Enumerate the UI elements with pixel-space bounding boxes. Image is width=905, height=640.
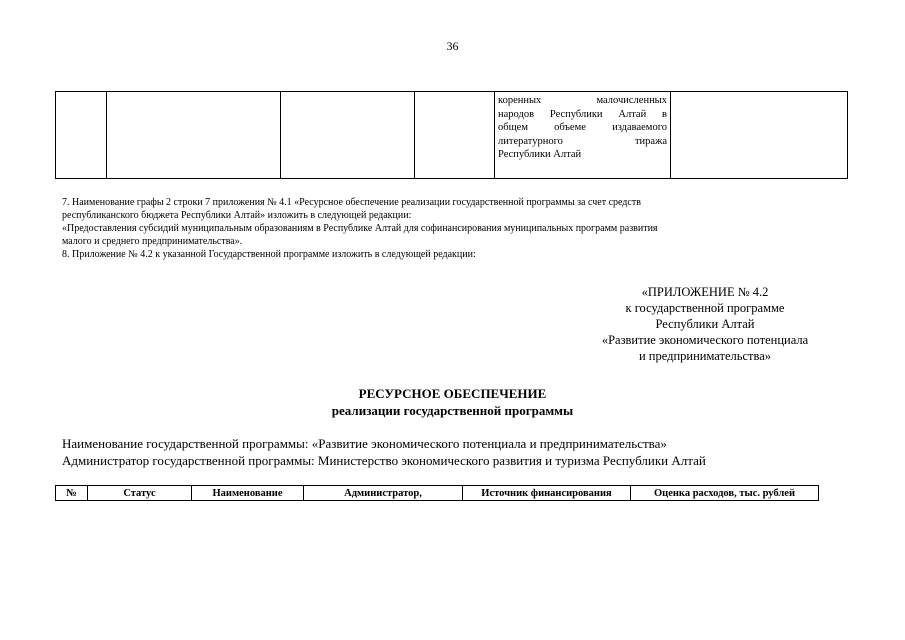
table-cell: [107, 92, 281, 179]
amendment-text: малого и среднего предпринимательства».: [62, 236, 243, 247]
description-line: коренных малочисленных: [498, 95, 667, 106]
table-cell: [281, 92, 415, 179]
description-line: литературного тиража: [498, 135, 667, 147]
description-line: Республики Алтай: [498, 149, 582, 160]
program-administrator: Администратор государственной программы: Министерство экономического развития и туризма Республики Алтай: [62, 452, 706, 468]
description-line: народов Республики Алтай в: [498, 108, 667, 120]
continued-table: [55, 91, 848, 179]
appendix-line: Республики Алтай: [655, 317, 755, 331]
appendix-title: «ПРИЛОЖЕНИЕ № 4.2: [641, 285, 769, 299]
amendment-text: республиканского бюджета Республики Алтай» изложить в следующей редакции:: [62, 210, 412, 221]
appendix-line: и предпринимательства»: [638, 349, 772, 363]
program-name: Наименование государственной программы: «Развитие экономического потенциала и предпринимательства»: [62, 436, 667, 451]
table-cell: [56, 92, 107, 179]
table-row: [56, 92, 848, 179]
document-title: [0, 385, 905, 419]
column-header-name: Наименование: [192, 486, 304, 501]
program-info: [62, 436, 862, 469]
resource-table: [55, 485, 819, 501]
amendment-text: 7. Наименование графы 2 строки 7 приложения № 4.1 «Ресурсное обеспечение реализации государственной программы за счет средств: [62, 197, 641, 208]
amendment-text: «Предоставления субсидий муниципальным образованиям в Республике Алтай для софинансирования муниципальных программ развития: [62, 223, 658, 234]
appendix-line: к государственной программе: [625, 301, 785, 315]
column-header-number: №: [56, 486, 88, 501]
table-cell: [415, 92, 495, 179]
column-header-cost-estimate: Оценка расходов, тыс. рублей: [631, 486, 819, 501]
table-header-row: [56, 486, 819, 501]
column-header-status: Статус: [88, 486, 192, 501]
subtitle-line: реализации государственной программы: [331, 403, 574, 418]
column-header-administrator: Администратор,: [304, 486, 463, 501]
indicator-description-cell: [495, 92, 671, 179]
table-cell: [671, 92, 848, 179]
column-header-funding-source: Источник финансирования: [463, 486, 631, 501]
appendix-line: «Развитие экономического потенциала: [601, 333, 809, 347]
amendment-item-8: 8. Приложение № 4.2 к указанной Государственной программе изложить в следующей редакции:: [62, 249, 476, 260]
appendix-header: [555, 284, 855, 364]
title-line: РЕСУРСНОЕ ОБЕСПЕЧЕНИЕ: [358, 386, 547, 401]
amendment-item-7: [62, 196, 847, 261]
description-line: общем объеме издаваемого: [498, 122, 667, 133]
page-number: 36: [446, 39, 459, 53]
